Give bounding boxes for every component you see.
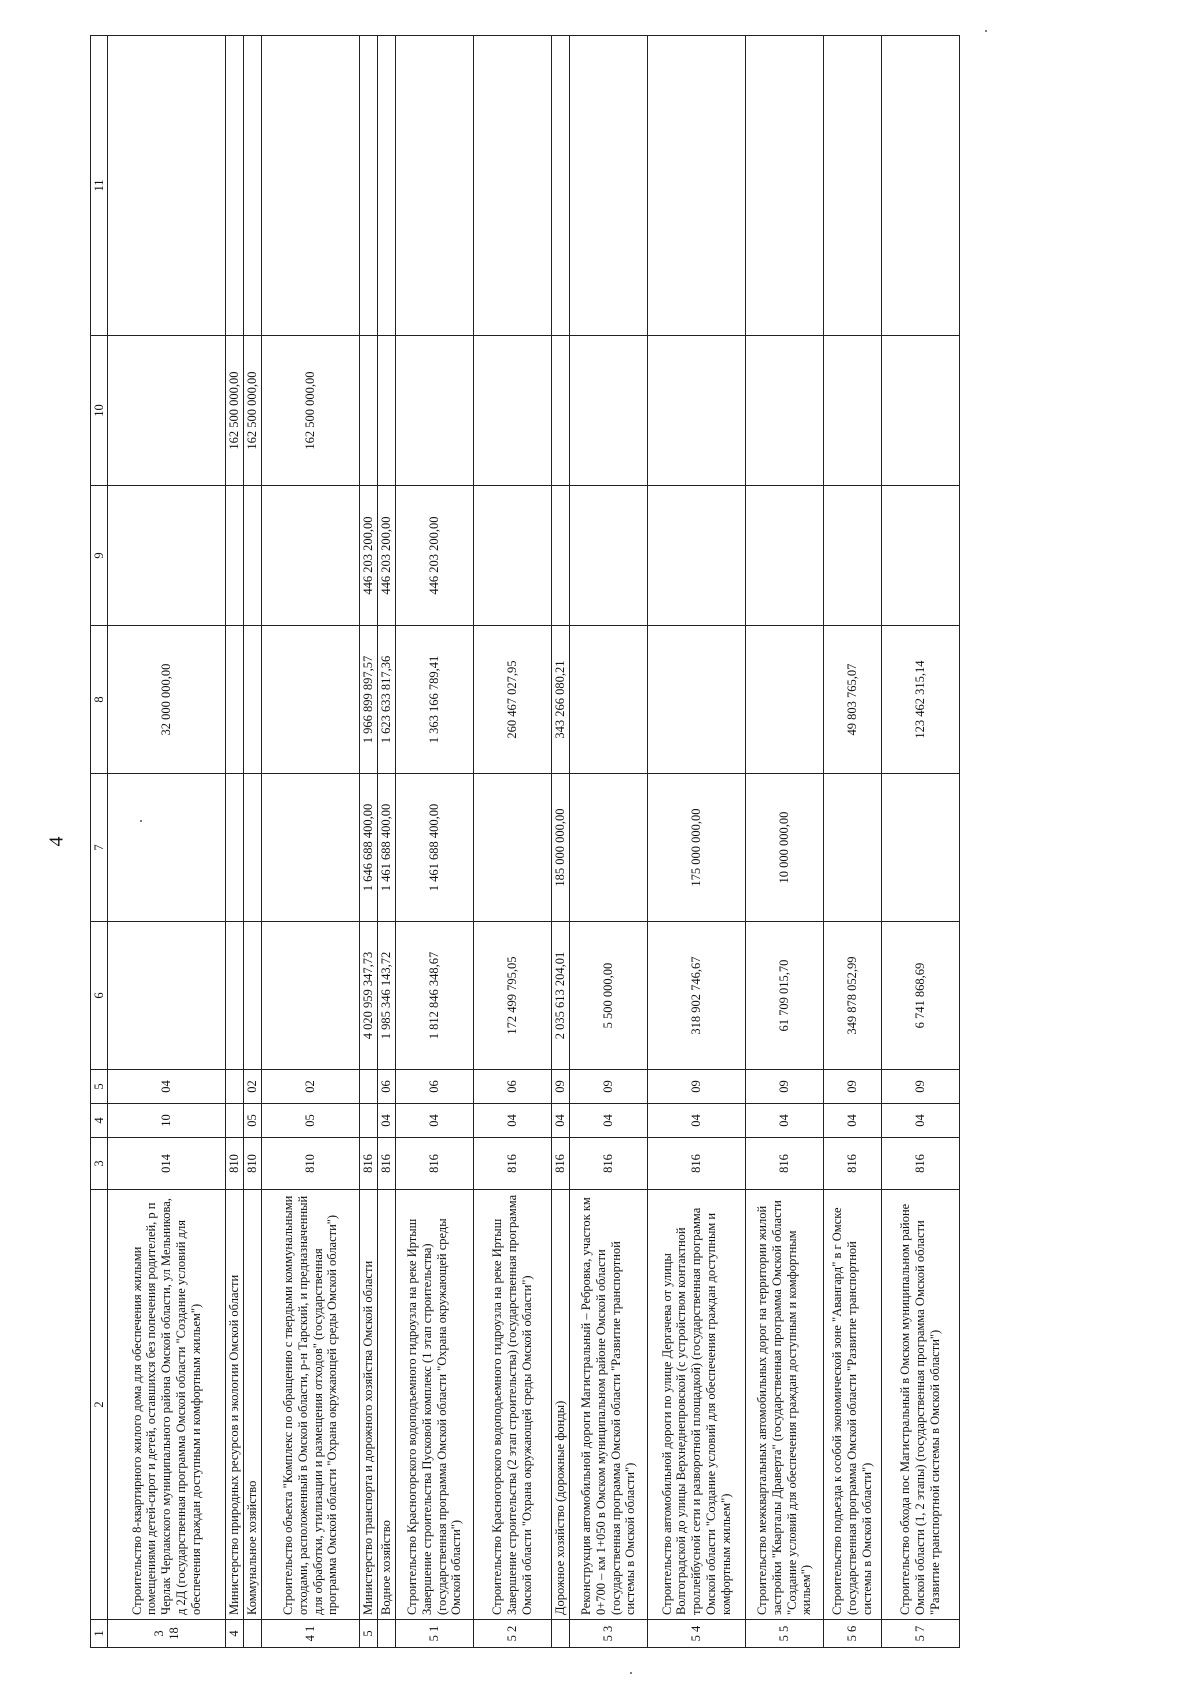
subsection-code: 02	[244, 1070, 262, 1104]
description: Коммунальное хозяйство	[244, 1190, 262, 1620]
amount-col7	[108, 774, 226, 922]
table-row	[570, 36, 648, 1648]
amount-col7: 1 461 688 400,00	[378, 774, 396, 922]
amount-col9	[570, 486, 648, 626]
amount-col6: 349 878 052,99	[824, 922, 882, 1070]
amount-col10: 162 500 000,00	[262, 336, 360, 486]
amount-col7	[824, 774, 882, 922]
description: Министерство природных ресурсов и экологии Омской области	[226, 1190, 244, 1620]
amount-col9	[552, 486, 570, 626]
section-code: 05	[262, 1104, 360, 1138]
ministry-code: 816	[570, 1138, 648, 1190]
table-row	[360, 36, 378, 1648]
amount-col7	[474, 774, 552, 922]
table-row	[262, 36, 360, 1648]
subsection-code: 09	[824, 1070, 882, 1104]
row-number: 5 5	[746, 1620, 824, 1648]
amount-col10: 162 500 000,00	[244, 336, 262, 486]
amount-col11	[648, 36, 746, 336]
amount-col6: 1 812 846 348,67	[396, 922, 474, 1070]
col-header-10: 10	[91, 336, 108, 486]
amount-col11	[262, 36, 360, 336]
amount-col7: 175 000 000,00	[648, 774, 746, 922]
col-header-11: 11	[91, 36, 108, 336]
subsection-code: 06	[378, 1070, 396, 1104]
col-header-5: 5	[91, 1070, 108, 1104]
col-header-9: 9	[91, 486, 108, 626]
description: Строительство обхода пос Магистральный в Омском муниципальном районе Омской области (1, 2 этапы) (государственная программа Омской области "Развитие транспортной системы в Омской области")	[882, 1190, 960, 1620]
row-number: 5 3	[570, 1620, 648, 1648]
section-code: 10	[108, 1104, 226, 1138]
table-row	[552, 36, 570, 1648]
row-number: 5 7	[882, 1620, 960, 1648]
ministry-code: 816	[824, 1138, 882, 1190]
rotated-table-wrapper	[90, 36, 1180, 1648]
amount-col6: 6 741 868,69	[882, 922, 960, 1070]
subsection-code: 09	[570, 1070, 648, 1104]
section-code: 04	[824, 1104, 882, 1138]
amount-col9	[226, 486, 244, 626]
amount-col8: 1 363 166 789,41	[396, 626, 474, 774]
ministry-code: 816	[474, 1138, 552, 1190]
row-number: 4	[226, 1620, 244, 1648]
ministry-code: 810	[244, 1138, 262, 1190]
subsection-code: 09	[746, 1070, 824, 1104]
amount-col10	[474, 336, 552, 486]
header-row	[91, 36, 108, 1648]
amount-col8: 343 266 080,21	[552, 626, 570, 774]
section-code	[360, 1104, 378, 1138]
amount-col11	[396, 36, 474, 336]
amount-col8	[244, 626, 262, 774]
amount-col8: 123 462 315,14	[882, 626, 960, 774]
amount-col9	[648, 486, 746, 626]
subsection-code: 04	[108, 1070, 226, 1104]
budget-table	[90, 35, 960, 1648]
col-header-4: 4	[91, 1104, 108, 1138]
amount-col8	[262, 626, 360, 774]
section-code: 04	[396, 1104, 474, 1138]
amount-col10	[396, 336, 474, 486]
amount-col8	[648, 626, 746, 774]
subsection-code: 06	[474, 1070, 552, 1104]
amount-col6	[244, 922, 262, 1070]
amount-col11	[746, 36, 824, 336]
description: Министерство транспорта и дорожного хозяйства Омской области	[360, 1190, 378, 1620]
subsection-code	[360, 1070, 378, 1104]
ministry-code: 810	[226, 1138, 244, 1190]
ministry-code: 816	[396, 1138, 474, 1190]
amount-col8: 260 467 027,95	[474, 626, 552, 774]
col-header-2: 2	[91, 1190, 108, 1620]
table-row	[108, 36, 226, 1648]
amount-col10	[552, 336, 570, 486]
table-row	[474, 36, 552, 1648]
ministry-code: 816	[882, 1138, 960, 1190]
amount-col10	[570, 336, 648, 486]
amount-col8: 32 000 000,00	[108, 626, 226, 774]
table-row	[746, 36, 824, 1648]
ministry-code: 810	[262, 1138, 360, 1190]
amount-col9: 446 203 200,00	[396, 486, 474, 626]
amount-col10	[108, 336, 226, 486]
amount-col6: 5 500 000,00	[570, 922, 648, 1070]
amount-col6	[262, 922, 360, 1070]
section-code: 04	[378, 1104, 396, 1138]
description: Реконструкция автомобильной дороги Магистральный – Ребровка, участок км 0+700 – км 1+050 в Омском муниципальном районе Омской области (государственная программа Омской области "Развитие транспортной системы в Омской области")	[570, 1190, 648, 1620]
amount-col11	[824, 36, 882, 336]
amount-col6: 172 499 795,05	[474, 922, 552, 1070]
amount-col8: 1 623 633 817,36	[378, 626, 396, 774]
subsection-code: 09	[552, 1070, 570, 1104]
amount-col9	[474, 486, 552, 626]
amount-col10	[648, 336, 746, 486]
amount-col6	[108, 922, 226, 1070]
ministry-code: 014	[108, 1138, 226, 1190]
subsection-code: 09	[648, 1070, 746, 1104]
amount-col11	[360, 36, 378, 336]
amount-col8	[226, 626, 244, 774]
row-number	[244, 1620, 262, 1648]
table-row	[882, 36, 960, 1648]
amount-col11	[244, 36, 262, 336]
description: Строительство Красногорского водоподъемного гидроузла на реке Иртыш Завершение строительства (2 этап строительства) (государственная программа Омской области "Охрана окружающей среды Омской области")	[474, 1190, 552, 1620]
col-header-8: 8	[91, 626, 108, 774]
ministry-code: 816	[552, 1138, 570, 1190]
amount-col7: 1 461 688 400,00	[396, 774, 474, 922]
amount-col7	[882, 774, 960, 922]
amount-col6: 61 709 015,70	[746, 922, 824, 1070]
subsection-code	[226, 1070, 244, 1104]
ministry-code: 816	[746, 1138, 824, 1190]
row-number: 5 6	[824, 1620, 882, 1648]
amount-col8	[746, 626, 824, 774]
section-code: 04	[570, 1104, 648, 1138]
description: Строительство подъезда к особой экономической зоне "Авангард" в г Омске (государственная программа Омской области "Развитие транспортной системы в Омской области")	[824, 1190, 882, 1620]
amount-col11	[882, 36, 960, 336]
amount-col10	[824, 336, 882, 486]
subsection-code: 09	[882, 1070, 960, 1104]
section-code: 04	[648, 1104, 746, 1138]
description: Строительство межквартальных автомобильных дорог на территории жилой застройки "Кварталы Драверта" (государственная программа Омской области "Создание условий для обеспечения граждан доступным и комфортным жильем")	[746, 1190, 824, 1620]
amount-col6: 1 985 346 143,72	[378, 922, 396, 1070]
amount-col7	[570, 774, 648, 922]
amount-col9	[262, 486, 360, 626]
amount-col9	[108, 486, 226, 626]
amount-col7: 185 000 000,00	[552, 774, 570, 922]
amount-col11	[474, 36, 552, 336]
table-row	[244, 36, 262, 1648]
amount-col9	[746, 486, 824, 626]
amount-col7	[244, 774, 262, 922]
row-number: 5 1	[396, 1620, 474, 1648]
table-row	[396, 36, 474, 1648]
table-row	[378, 36, 396, 1648]
amount-col11	[570, 36, 648, 336]
section-code: 04	[882, 1104, 960, 1138]
col-header-3: 3	[91, 1138, 108, 1190]
row-number: 5	[360, 1620, 378, 1648]
description: Строительство Красногорского водоподъемного гидроузла на реке Иртыш Завершение строительства Пусковой комплекс (1 этап строительства) (государственная программа Омской области "Охрана окружающей среды Омской области")	[396, 1190, 474, 1620]
amount-col6	[226, 922, 244, 1070]
page-number: 4	[45, 836, 68, 847]
ministry-code: 816	[378, 1138, 396, 1190]
amount-col10	[360, 336, 378, 486]
description: Строительство 8-квартирного жилого дома для обеспечения жилыми помещениями детей-сирот и детей, оставшихся без попечения родителей, р п Черлак Черлакского муниципального района Омской области, ул Мельникова, д 2Д (государственная программа Омской области "Создание условий для обеспечения граждан доступным и комфортным жильем")	[108, 1190, 226, 1620]
table-row	[226, 36, 244, 1648]
ministry-code: 816	[360, 1138, 378, 1190]
section-code: 04	[474, 1104, 552, 1138]
description: Строительство автомобильной дороги по улице Дергачева от улицы Волгоградской до улицы Верхнеднепровской (с устройством контактной троллейбусной сети и разворотной площадкой) (государственная программа Омской области "Создание условий для обеспечения граждан доступным и комфортным жильем")	[648, 1190, 746, 1620]
amount-col9	[244, 486, 262, 626]
description: Водное хозяйство	[378, 1190, 396, 1620]
col-header-1: 1	[91, 1620, 108, 1648]
row-number: 4 1	[262, 1620, 360, 1648]
amount-col10	[746, 336, 824, 486]
amount-col9: 446 203 200,00	[378, 486, 396, 626]
amount-col7	[262, 774, 360, 922]
col-header-6: 6	[91, 922, 108, 1070]
row-number	[378, 1620, 396, 1648]
amount-col9	[882, 486, 960, 626]
row-number: 5 4	[648, 1620, 746, 1648]
row-number: 5 2	[474, 1620, 552, 1648]
amount-col9	[824, 486, 882, 626]
description: Строительство объекта "Комплекс по обращению с твердыми коммунальными отходами, расположенный в Омской области, р-н Тарский, и предназначенный для обработки, утилизации и размещения отходов" (государственная программа Омской области "Охрана окружающей среды Омской области")	[262, 1190, 360, 1620]
row-number	[552, 1620, 570, 1648]
section-code: 04	[746, 1104, 824, 1138]
section-code	[226, 1104, 244, 1138]
amount-col7: 10 000 000,00	[746, 774, 824, 922]
amount-col9: 446 203 200,00	[360, 486, 378, 626]
amount-col8: 1 966 899 897,57	[360, 626, 378, 774]
description: Дорожное хозяйство (дорожные фонды)	[552, 1190, 570, 1620]
amount-col11	[552, 36, 570, 336]
amount-col11	[226, 36, 244, 336]
amount-col7: 1 646 688 400,00	[360, 774, 378, 922]
amount-col10	[378, 336, 396, 486]
col-header-7: 7	[91, 774, 108, 922]
subsection-code: 02	[262, 1070, 360, 1104]
amount-col11	[108, 36, 226, 336]
amount-col6: 4 020 959 347,73	[360, 922, 378, 1070]
amount-col7	[226, 774, 244, 922]
amount-col11	[378, 36, 396, 336]
amount-col8: 49 803 765,07	[824, 626, 882, 774]
table-row	[824, 36, 882, 1648]
row-number: 3 18	[108, 1620, 226, 1648]
ministry-code: 816	[648, 1138, 746, 1190]
amount-col6: 2 035 613 204,01	[552, 922, 570, 1070]
table-row	[648, 36, 746, 1648]
amount-col8	[570, 626, 648, 774]
amount-col10	[882, 336, 960, 486]
subsection-code: 06	[396, 1070, 474, 1104]
section-code: 04	[552, 1104, 570, 1138]
amount-col10: 162 500 000,00	[226, 336, 244, 486]
section-code: 05	[244, 1104, 262, 1138]
amount-col6: 318 902 746,67	[648, 922, 746, 1070]
